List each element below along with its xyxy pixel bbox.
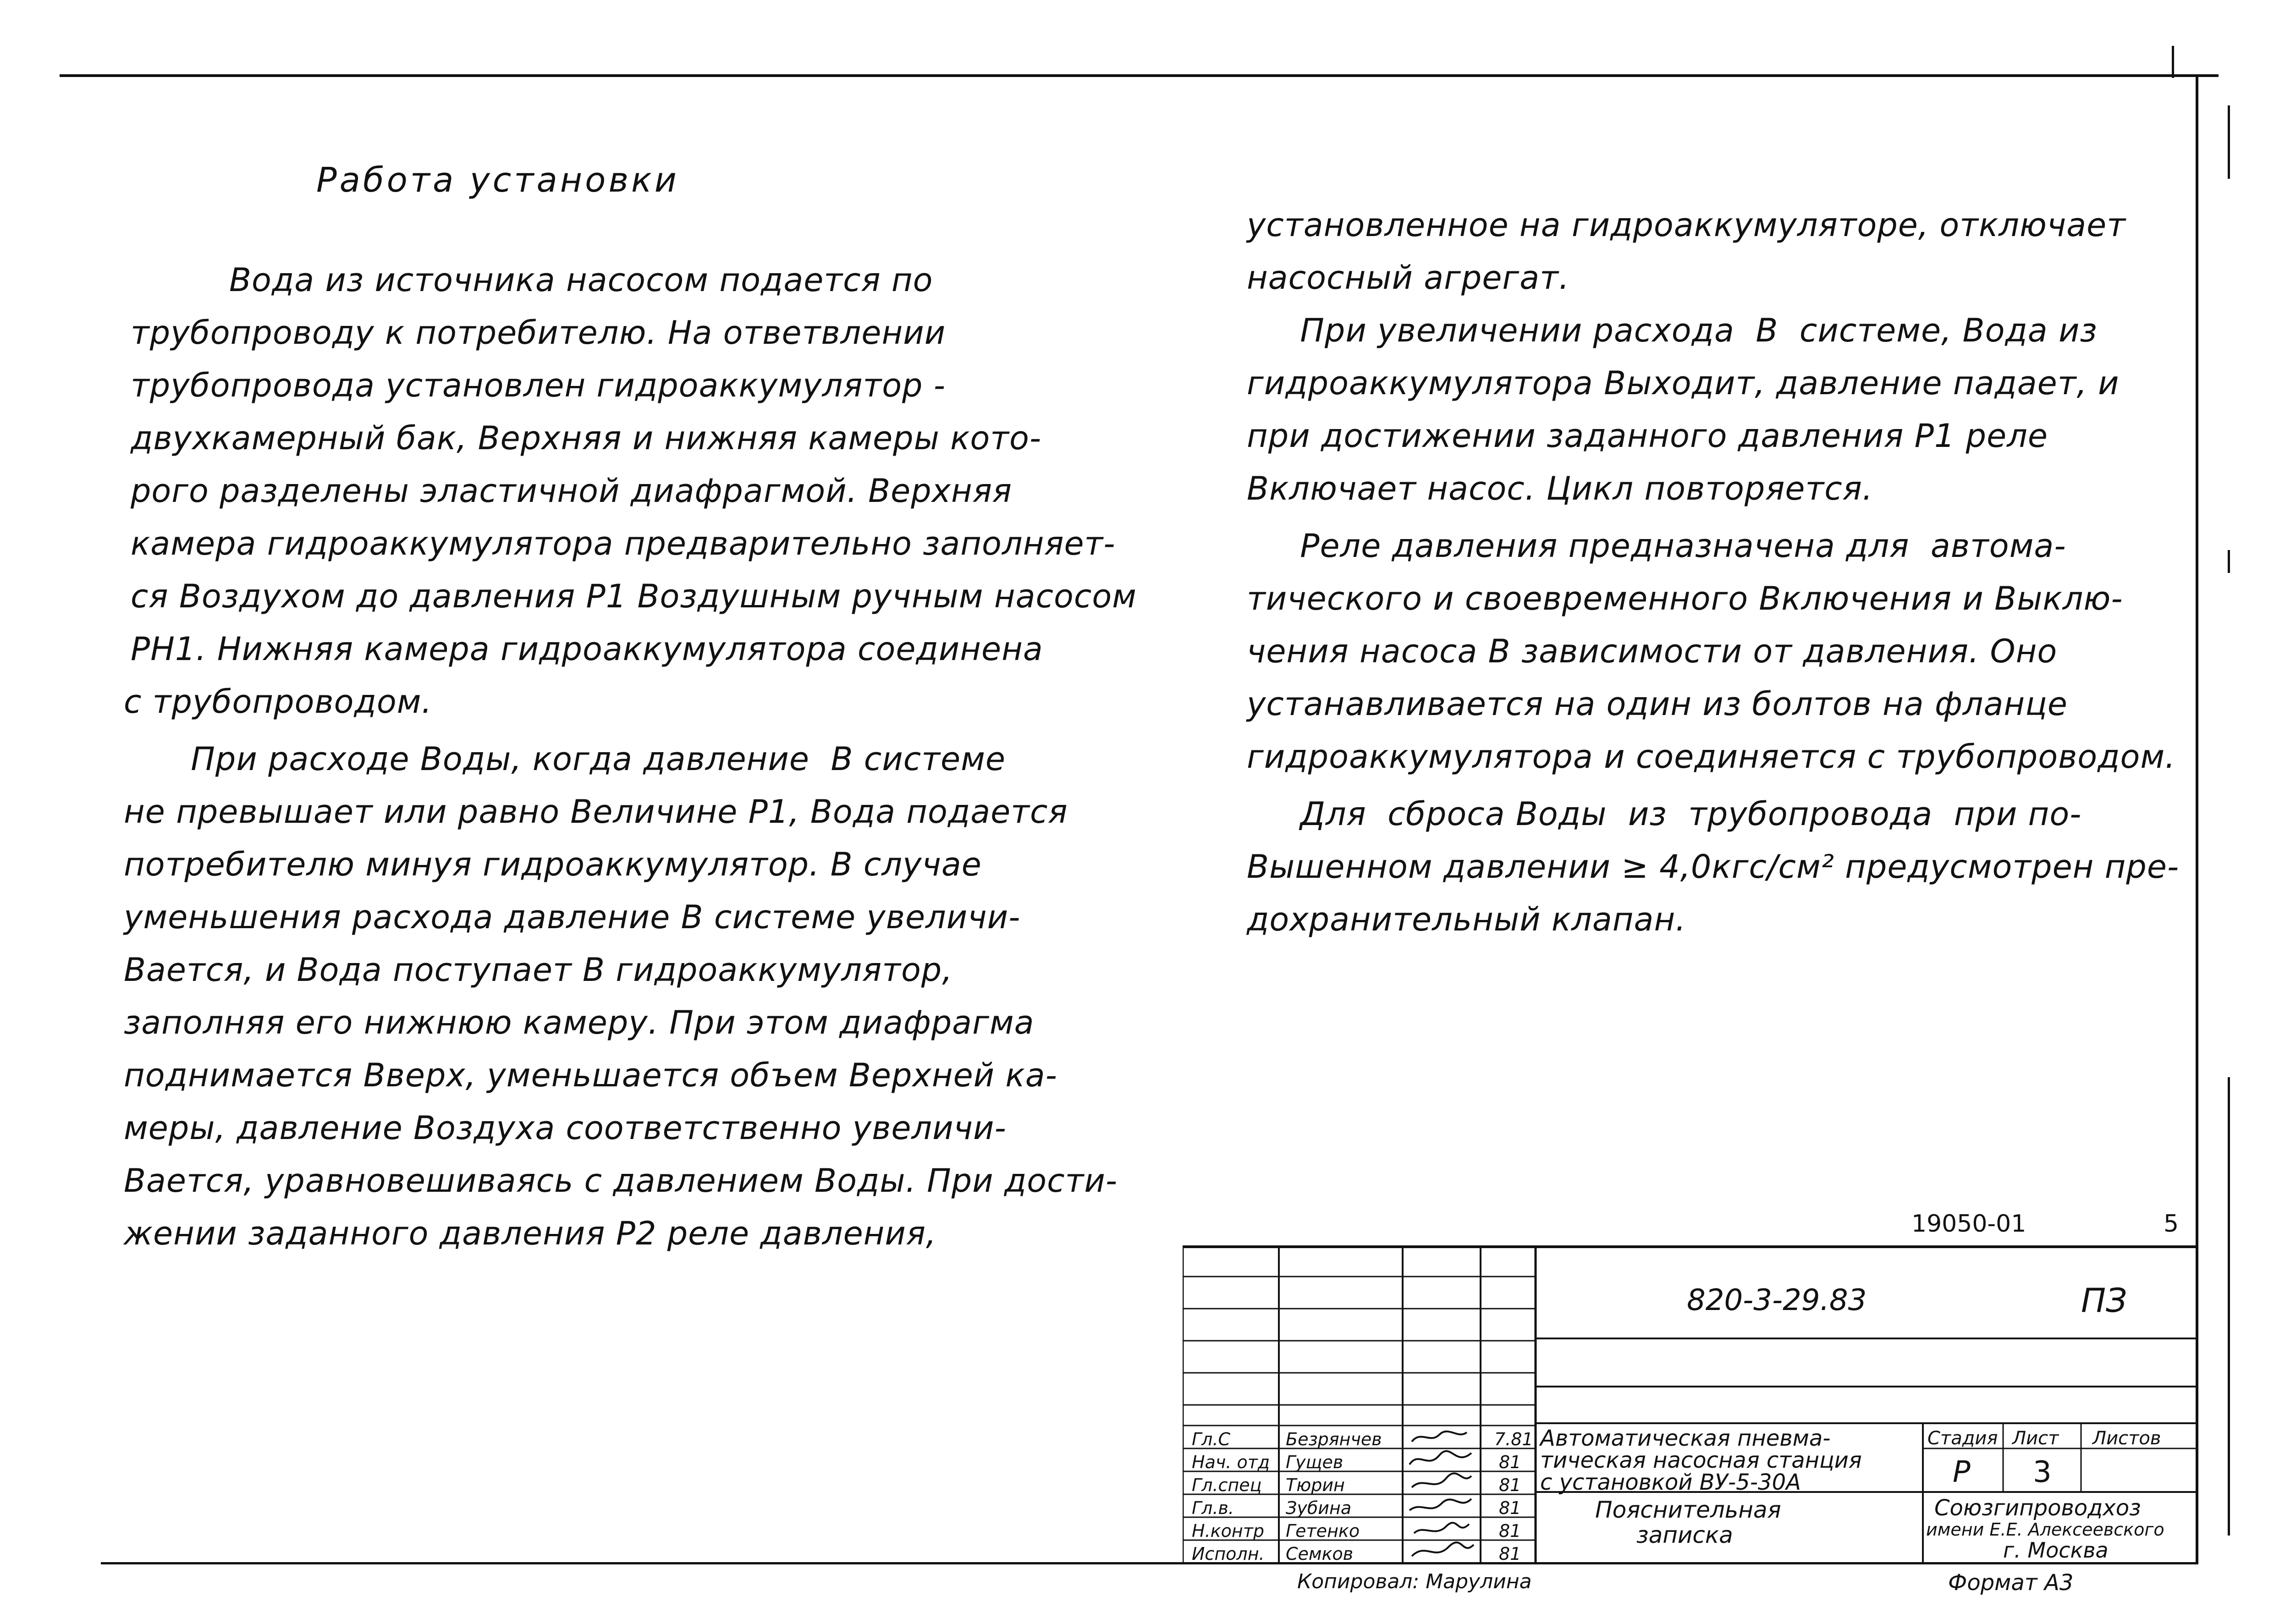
- sheets-header: Листов: [2092, 1428, 2161, 1449]
- signatures: [1403, 1426, 1481, 1563]
- text-line: заполняя его нижнюю камеру. При этом диафрагма: [124, 1004, 1035, 1041]
- date-cell: 81: [1499, 1475, 1521, 1495]
- sheet-format-label: Формат А3: [1948, 1570, 2074, 1596]
- text-line: двухкамерный бак, Верхняя и нижняя камеры кото-: [131, 419, 1042, 457]
- organization-line: Союзгипроводхоз: [1934, 1495, 2141, 1521]
- text-line: Вода из источника насосом подается по: [229, 261, 933, 299]
- text-line: уменьшения расхода давление В системе увеличи-: [124, 898, 1021, 936]
- organization-line: имени Е.Е. Алексеевского: [1926, 1519, 2164, 1540]
- text-line: Вышенном давлении ≥ 4,0кгс/см² предусмотрен пре-: [1247, 848, 2180, 886]
- text-line: гидроаккумулятора и соединяется с трубопроводом.: [1247, 738, 2176, 776]
- document-code: 820-3-29.83: [1687, 1283, 1867, 1317]
- date-cell: 81: [1499, 1452, 1521, 1472]
- text-line: тического и своевременного Включения и Выклю-: [1247, 580, 2123, 617]
- edge-mark-1: [2228, 105, 2230, 179]
- edge-mark-3: [2228, 1077, 2230, 1536]
- stage-value: Р: [1953, 1455, 1971, 1489]
- text-line: Включает насос. Цикл повторяется.: [1247, 470, 1873, 507]
- text-line: дохранительный клапан.: [1247, 901, 1686, 938]
- name-cell: Тюрин: [1286, 1475, 1345, 1495]
- text-line: трубопровода установлен гидроаккумулятор -: [131, 367, 946, 404]
- date-cell: 81: [1499, 1521, 1521, 1541]
- top-right-tick: [2172, 46, 2174, 78]
- text-line: чения насоса В зависимости от давления. Оно: [1247, 633, 2058, 670]
- role-cell: Гл.спец: [1192, 1475, 1262, 1495]
- text-line: При расходе Воды, когда давление В системе: [138, 740, 1006, 778]
- name-cell: Зубина: [1286, 1498, 1352, 1518]
- sheet-header: Лист: [2012, 1428, 2059, 1449]
- text-line: ся Воздухом до давления Р1 Воздушным ручным насосом: [131, 578, 1137, 615]
- role-cell: Нач. отд: [1192, 1452, 1270, 1472]
- text-line: при достижении заданного давления Р1 реле: [1247, 417, 2048, 455]
- text-line: При увеличении расхода В системе, Вода из: [1247, 312, 2098, 349]
- project-title-line: Автоматическая пневма-: [1540, 1426, 1831, 1451]
- role-cell: Гл.в.: [1192, 1498, 1234, 1518]
- copied-by-label: Копировал: Марулина: [1297, 1570, 1532, 1593]
- text-line: гидроаккумулятора Выходит, давление падает, и: [1247, 364, 2120, 402]
- document-type: ПЗ: [2081, 1281, 2127, 1320]
- text-line: камера гидроаккумулятора предварительно заполняет-: [131, 525, 1116, 562]
- date-cell: 81: [1499, 1544, 1521, 1564]
- text-line: Вается, уравновешиваясь с давлением Воды. При дости-: [124, 1162, 1118, 1200]
- text-line: с трубопроводом.: [124, 683, 432, 721]
- role-cell: Гл.С: [1192, 1429, 1231, 1449]
- edge-mark-2: [2228, 550, 2230, 573]
- role-cell: Н.контр: [1192, 1521, 1264, 1541]
- top-border-line: [60, 74, 2219, 77]
- text-line: поднимается Вверх, уменьшается объем Верхней ка-: [124, 1057, 1057, 1094]
- text-line: жении заданного давления Р2 реле давления,: [124, 1215, 937, 1252]
- name-cell: Семков: [1286, 1544, 1354, 1564]
- project-title-line: с установкой ВУ-5-30А: [1540, 1470, 1801, 1495]
- text-line: устанавливается на один из болтов на фланце: [1247, 685, 2068, 723]
- document-subtitle-line: Пояснительная: [1595, 1497, 1781, 1523]
- name-cell: Гущев: [1286, 1452, 1343, 1472]
- text-line: не превышает или равно Величине Р1, Вода подается: [124, 793, 1068, 831]
- text-line: Вается, и Вода поступает В гидроаккумулятор,: [124, 951, 953, 989]
- page-number: 5: [2164, 1210, 2179, 1238]
- text-line: насосный агрегат.: [1247, 259, 1570, 297]
- text-line: Реле давления предназначена для автома-: [1247, 527, 2066, 565]
- title-block: [1183, 1210, 2198, 1564]
- stage-header: Стадия: [1927, 1428, 1998, 1449]
- text-line: трубопроводу к потребителю. На ответвлении: [131, 314, 946, 352]
- sheet-value: 3: [2033, 1455, 2052, 1489]
- name-cell: Гетенко: [1286, 1521, 1360, 1541]
- project-title-line: тическая насосная станция: [1540, 1448, 1862, 1473]
- date-cell: 7.81: [1494, 1429, 1533, 1449]
- date-cell: 81: [1499, 1498, 1521, 1518]
- text-line: РН1. Нижняя камера гидроаккумулятора соединена: [131, 630, 1043, 668]
- text-line: Для сброса Воды из трубопровода при по-: [1247, 795, 2082, 833]
- text-line: установленное на гидроаккумуляторе, отключает: [1247, 206, 2126, 244]
- organization-line: г. Москва: [2003, 1538, 2109, 1563]
- document-subtitle-line: записка: [1636, 1522, 1733, 1548]
- role-cell: Исполн.: [1192, 1544, 1265, 1564]
- section-heading: Работа установки: [316, 160, 679, 200]
- name-cell: Безрянчев: [1286, 1429, 1382, 1449]
- text-line: меры, давление Воздуха соответственно увеличи-: [124, 1109, 1007, 1147]
- text-line: рого разделены эластичной диафрагмой. Верхняя: [131, 472, 1013, 510]
- text-line: потребителю минуя гидроаккумулятор. В случае: [124, 846, 982, 883]
- inventory-number: 19050-01: [1911, 1210, 2026, 1238]
